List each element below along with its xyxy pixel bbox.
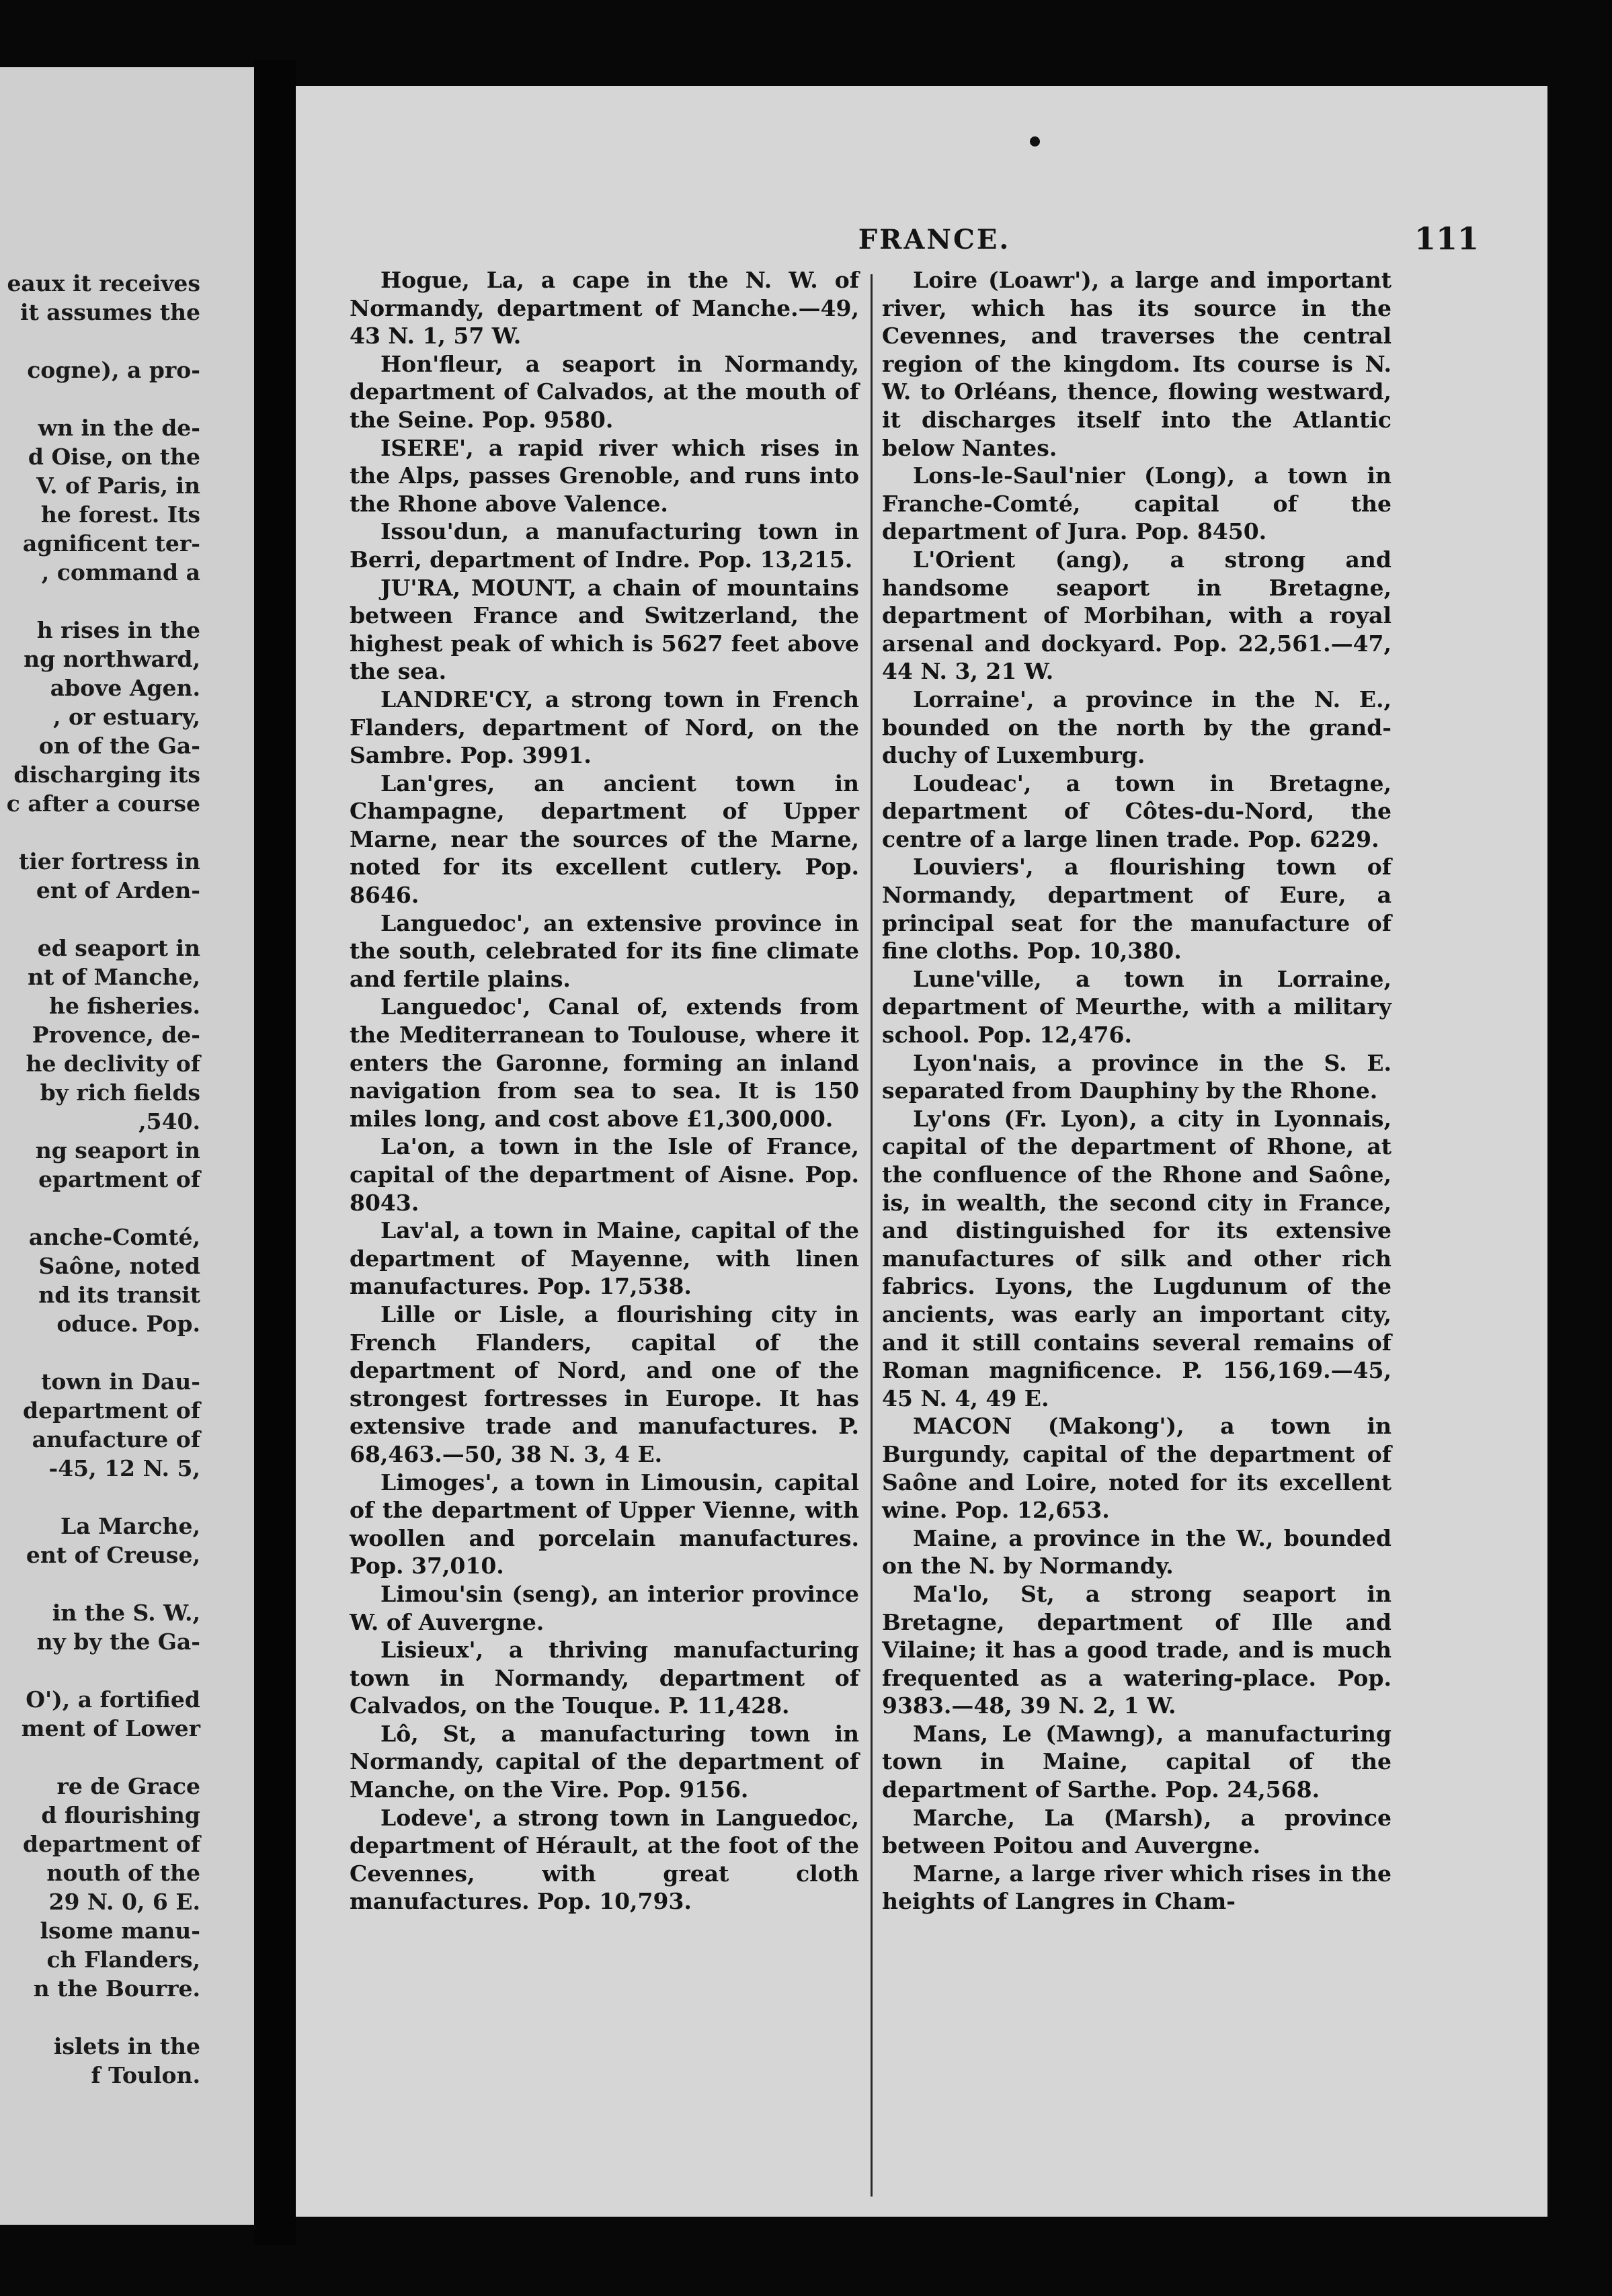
left-text-column: [350, 266, 859, 1916]
previous-page-line: by rich fields: [40, 1079, 200, 1106]
previous-page-line: O'), a fortified: [26, 1686, 200, 1713]
previous-page-line: f Toulon.: [91, 2062, 200, 2088]
column-rule: [871, 274, 873, 2197]
previous-page-line: [0, 587, 200, 616]
previous-page-line: Saône, noted: [38, 1253, 200, 1279]
previous-page-line: nouth of the: [46, 1860, 200, 1886]
gazetteer-entry: Lons-le-Saul'nier (Long), a town in Franche-Comté, capital of the department of Jura. Pop. 8450.: [882, 462, 1392, 545]
previous-page-line: oduce. Pop.: [56, 1311, 200, 1337]
gazetteer-entry: Lisieux', a thriving manufacturing town in Normandy, department of Calvados, on the Touque. P. 11,428.: [350, 1637, 859, 1719]
gazetteer-entry: Hon'fleur, a seaport in Normandy, department of Calvados, at the mouth of the Seine. Pop. 9580.: [350, 350, 859, 433]
previous-page-line: d flourishing: [41, 1802, 200, 1828]
previous-page-line: agnificent ter-: [22, 530, 200, 557]
previous-page-line: it assumes the: [19, 299, 200, 325]
previous-page-line: lsome manu-: [40, 1918, 200, 1944]
previous-page-line: ed seaport in: [37, 935, 200, 961]
previous-page-line: he declivity of: [26, 1051, 200, 1077]
previous-page-line: , or estuary,: [53, 704, 200, 730]
gazetteer-entry: Lodeve', a strong town in Languedoc, department of Hérault, at the foot of the Cevennes, with great cloth manufactures. Pop. 10,793.: [350, 1804, 859, 1915]
gazetteer-entry: Marne, a large river which rises in the heights of Langres in Cham-: [882, 1860, 1392, 1915]
previous-page-line: wn in the de-: [38, 415, 200, 441]
previous-page-line: tier fortress in: [18, 848, 200, 874]
gazetteer-entry: Lyon'nais, a province in the S. E. separated from Dauphiny by the Rhone.: [882, 1049, 1392, 1104]
previous-page-line: [0, 1743, 200, 1772]
previous-page-line: in the S. W.,: [52, 1600, 200, 1626]
previous-page-line: [0, 384, 200, 413]
gazetteer-entry: Languedoc', an extensive province in the south, celebrated for its fine climate and fertile plains.: [350, 909, 859, 992]
previous-page-line: anche-Comté,: [28, 1224, 200, 1250]
book-page: [296, 86, 1547, 2217]
previous-page-line: [0, 1194, 200, 1223]
right-text-column: [882, 266, 1392, 1916]
previous-page-line: d Oise, on the: [28, 444, 200, 470]
previous-page-line: cogne), a pro-: [27, 357, 200, 383]
previous-page-line: eaux it receives: [7, 270, 200, 296]
previous-page-line: ent of Arden-: [36, 877, 200, 903]
previous-page-line: n the Bourre.: [33, 1975, 200, 2002]
previous-page-line: [0, 905, 200, 934]
previous-page-line: h rises in the: [36, 617, 200, 643]
previous-page-line: [0, 818, 200, 847]
gazetteer-entry: Lune'ville, a town in Lorraine, department of Meurthe, with a military school. Pop. 12,476.: [882, 965, 1392, 1049]
gazetteer-entry: Maine, a province in the W., bounded on the N. by Normandy.: [882, 1524, 1392, 1580]
previous-page-line: [0, 1483, 200, 1512]
previous-page-line: ng seaport in: [35, 1137, 200, 1163]
previous-page-line: above Agen.: [50, 675, 200, 701]
gazetteer-entry: Ly'ons (Fr. Lyon), a city in Lyonnais, capital of the department of Rhone, at the confluence of the Rhone and Saône, is, in wealth, the second city in France, and distinguished for its extensive manufactures of silk and other rich fabrics. Lyons, the Lugdunum of the ancients, was early an important city, and it still contains several remains of Roman magnificence. P. 156,169.—45, 45 N. 4, 49 E.: [882, 1105, 1392, 1411]
previous-page-line: discharging its: [13, 762, 200, 788]
previous-page-line: nt of Manche,: [28, 964, 200, 990]
gazetteer-entry: L'Orient (ang), a strong and handsome seaport in Bretagne, department of Morbihan, with a royal arsenal and dockyard. Pop. 22,561.—47, 44 N. 3, 21 W.: [882, 546, 1392, 685]
gazetteer-entry: Ma'lo, St, a strong seaport in Bretagne, department of Ille and Vilaine; it has a good trade, and is much frequented as a watering-place. Pop. 9383.—48, 39 N. 2, 1 W.: [882, 1580, 1392, 1719]
page-header-title: FRANCE.: [858, 224, 1011, 255]
gazetteer-entry: Limoges', a town in Limousin, capital of the department of Upper Vienne, with woollen and porcelain manufactures. Pop. 37,010.: [350, 1469, 859, 1580]
previous-page-line: V. of Paris, in: [36, 473, 200, 499]
gazetteer-entry: Lille or Lisle, a flourishing city in French Flanders, capital of the department of Nord, and one of the strongest fortresses in Europe. It has extensive trade and manufactures. P. 68,463.—50, 38 N. 3, 4 E.: [350, 1301, 859, 1467]
gazetteer-entry: Issou'dun, a manufacturing town in Berri, department of Indre. Pop. 13,215.: [350, 518, 859, 573]
gazetteer-entry: JU'RA, MOUNT, a chain of mountains between France and Switzerland, the highest peak of which is 5627 feet above the sea.: [350, 574, 859, 685]
page-number: 111: [1414, 220, 1479, 257]
book-gutter: [254, 60, 296, 2245]
previous-page-line: -45, 12 N. 5,: [48, 1455, 200, 1481]
previous-page-line: he forest. Its: [40, 501, 200, 528]
previous-page-line: [0, 1569, 200, 1598]
gazetteer-entry: Loire (Loawr'), a large and important river, which has its source in the Cevennes, and traverses the central region of the kingdom. Its course is N. W. to Orléans, thence, flowing westward, it discharges itself into the Atlantic below Nantes.: [882, 267, 1392, 461]
previous-page-line: town in Dau-: [41, 1368, 200, 1395]
gazetteer-entry: Lav'al, a town in Maine, capital of the department of Mayenne, with linen manufactures. Pop. 17,538.: [350, 1217, 859, 1300]
previous-page-line: ny by the Ga-: [36, 1629, 200, 1655]
gazetteer-entry: Mans, Le (Mawng), a manufacturing town in Maine, capital of the department of Sarthe. Pop. 24,568.: [882, 1720, 1392, 1803]
previous-page-line: on of the Ga-: [38, 733, 200, 759]
previous-page-line: ,540.: [138, 1108, 200, 1135]
previous-page-line: epartment of: [38, 1166, 200, 1192]
previous-page-line: ent of Creuse,: [26, 1542, 200, 1568]
previous-page-line: nd its transit: [38, 1282, 200, 1308]
previous-page-line: [0, 1338, 200, 1367]
gazetteer-entry: Languedoc', Canal of, extends from the Mediterranean to Toulouse, where it enters the Garonne, forming an inland navigation from sea to sea. It is 150 miles long, and cost above £1,300,000.: [350, 993, 859, 1132]
previous-page-line: Provence, de-: [32, 1022, 200, 1048]
previous-page-line: department of: [23, 1397, 200, 1424]
previous-page-line: [0, 327, 200, 356]
previous-page-line: islets in the: [53, 2033, 200, 2059]
gazetteer-entry: La'on, a town in the Isle of France, capital of the department of Aisne. Pop. 8043.: [350, 1133, 859, 1216]
previous-page-line: anufacture of: [32, 1426, 200, 1452]
previous-page-line: ch Flanders,: [46, 1946, 200, 1973]
previous-page-line: La Marche,: [61, 1513, 200, 1539]
previous-page-line: [0, 1656, 200, 1685]
gazetteer-entry: Lô, St, a manufacturing town in Normandy, capital of the department of Manche, on the Vire. Pop. 9156.: [350, 1720, 859, 1803]
gazetteer-entry: ISERE', a rapid river which rises in the Alps, passes Grenoble, and runs into the Rhone above Valence.: [350, 434, 859, 517]
gazetteer-entry: Limou'sin (seng), an interior province W. of Auvergne.: [350, 1580, 859, 1635]
gazetteer-entry: Hogue, La, a cape in the N. W. of Normandy, department of Manche.—49, 43 N. 1, 57 W.: [350, 267, 859, 350]
previous-page-line: he fisheries.: [48, 993, 200, 1019]
previous-page-column: [0, 269, 200, 2090]
gazetteer-entry: Loudeac', a town in Bretagne, department of Côtes-du-Nord, the centre of a large linen trade. Pop. 6229.: [882, 770, 1392, 852]
previous-page-line: ng northward,: [24, 646, 200, 672]
previous-page-line: re de Grace: [56, 1773, 200, 1799]
previous-page-line: ment of Lower: [21, 1715, 200, 1741]
gazetteer-entry: Marche, La (Marsh), a province between Poitou and Auvergne.: [882, 1804, 1392, 1859]
previous-page-line: , command a: [41, 559, 200, 585]
gazetteer-entry: MACON (Makong'), a town in Burgundy, capital of the department of Saône and Loire, noted for its excellent wine. Pop. 12,653.: [882, 1413, 1392, 1524]
previous-page-line: c after a course: [6, 790, 200, 817]
previous-page-line: [0, 2003, 200, 2032]
gazetteer-entry: Lorraine', a province in the N. E., bounded on the north by the grand-duchy of Luxemburg.: [882, 686, 1392, 769]
ink-dot: [1030, 136, 1040, 147]
gazetteer-entry: LANDRE'CY, a strong town in French Flanders, department of Nord, on the Sambre. Pop. 3991.: [350, 686, 859, 769]
gazetteer-entry: Louviers', a flourishing town of Normandy, department of Eure, a principal seat for the manufacture of fine cloths. Pop. 10,380.: [882, 854, 1392, 965]
previous-page-fragment: [0, 67, 254, 2225]
gazetteer-entry: Lan'gres, an ancient town in Champagne, department of Upper Marne, near the sources of the Marne, noted for its excellent cutlery. Pop. 8646.: [350, 770, 859, 909]
previous-page-line: department of: [23, 1831, 200, 1857]
previous-page-line: 29 N. 0, 6 E.: [48, 1889, 200, 1915]
